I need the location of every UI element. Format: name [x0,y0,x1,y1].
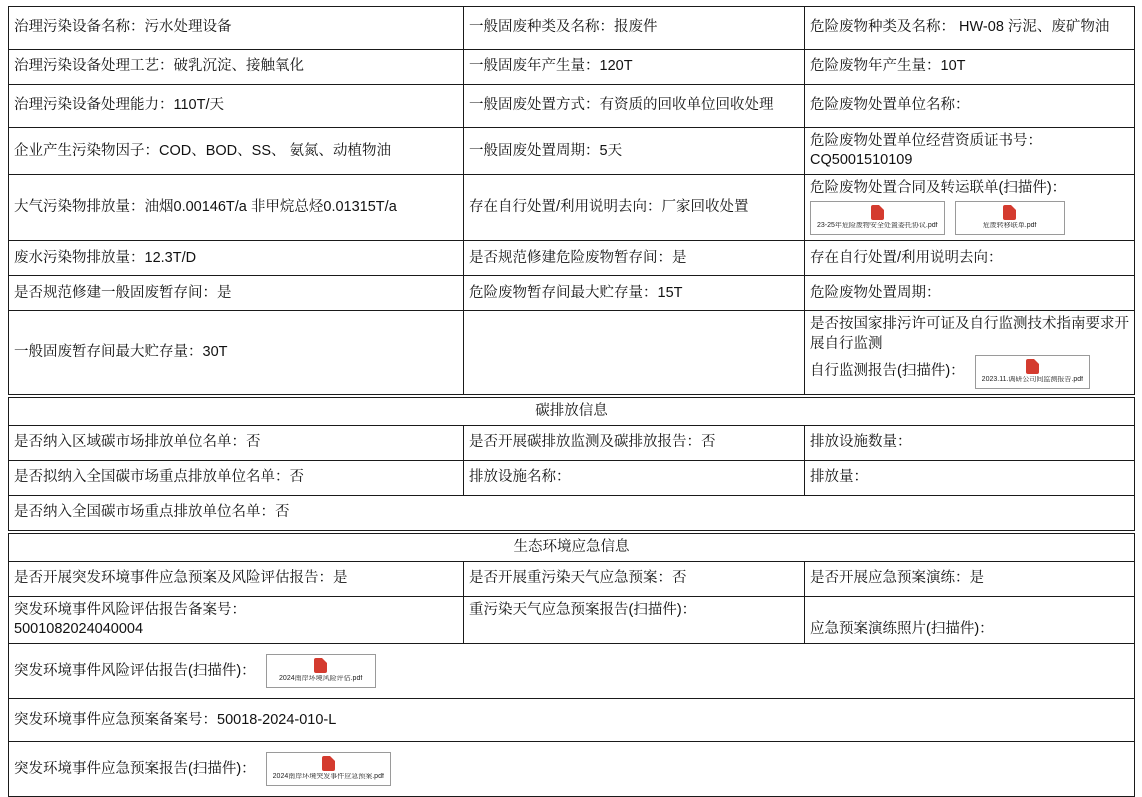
file-name: 2024南岸环境风险评估.pdf [279,675,363,683]
file-name: 2023.11.调研公司间监测报告.pdf [981,375,1084,383]
table-row [9,561,1135,596]
cell-empty [464,311,805,394]
cell-self-disposal-direction-2: 存在自行处置/利用说明去向： [805,241,1135,276]
cell-hazardous-waste-annual: 危险废物年产生量：10T [805,50,1135,85]
table-row [9,742,1135,797]
cell-self-monitoring [805,311,1135,394]
cell-general-waste-cycle: 一般固废处置周期：5天 [464,128,805,175]
cell-treatment-capacity: 治理污染设备处理能力：110T/天 [9,85,464,128]
file-name: 2024南岸环境突发事件应急预案.pdf [272,773,384,781]
table-row [9,495,1135,530]
table-row [9,276,1135,311]
cell-general-waste-type: 一般固废种类及名称：报废件 [464,7,805,50]
cell-national-carbon-market-key: 是否纳入全国碳市场重点排放单位名单：否 [9,495,1135,530]
cell-emergency-plan-record-number: 突发环境事件应急预案备案号：50018-2024-010-L [9,699,1135,742]
table-row [9,460,1135,495]
cell-hazardous-storage-built: 是否规范修建危险废物暂存间：是 [464,241,805,276]
file-name: 23-25年危险废物安全处置委托协议.pdf [817,222,938,230]
risk-report-record-value: 5001082024040004 [14,621,144,638]
cell-treatment-equipment-name: 治理污染设备名称：污水处理设备 [9,7,464,50]
cell-emergency-drill: 是否开展应急预案演练：是 [805,561,1135,596]
carbon-section-title: 碳排放信息 [9,397,1135,425]
cell-hazardous-waste-contract-attachments [805,175,1135,241]
self-monitoring-report-label: 自行监测报告(扫描件)： [810,363,965,380]
cell-risk-report-record-number [9,596,464,643]
file-attachment[interactable] [955,201,1065,235]
cell-drill-photo-attachment: 应急预案演练照片(扫描件)： [805,596,1135,643]
cell-emission-amount: 排放量： [805,460,1135,495]
risk-report-record-label: 突发环境事件风险评估报告备案号： [14,601,246,618]
attachment-list [810,200,1129,236]
cell-hazardous-storage-max: 危险废物暂存间最大贮存量：15T [464,276,805,311]
emergency-plan-report-row [14,751,1129,787]
table-row [9,241,1135,276]
file-attachment[interactable] [266,654,376,688]
cell-regional-carbon-market: 是否纳入区域碳市场排放单位名单：否 [9,425,464,460]
cell-hazardous-waste-license [805,128,1135,175]
table-row [9,311,1135,394]
emergency-table [8,533,1135,797]
table-row [9,596,1135,643]
cell-carbon-monitoring-report: 是否开展碳排放监测及碳排放报告：否 [464,425,805,460]
cell-emission-facility-count: 排放设施数量： [805,425,1135,460]
cell-national-carbon-market-planned: 是否拟纳入全国碳市场重点排放单位名单：否 [9,460,464,495]
pollution-table [8,6,1135,395]
cell-treatment-process: 治理污染设备处理工艺：破乳沉淀、接触氧化 [9,50,464,85]
cell-emission-facility-name: 排放设施名称： [464,460,805,495]
cell-heavy-pollution-report-attachment: 重污染天气应急预案报告(扫描件)： [464,596,805,643]
hazardous-waste-contract-label: 危险废物处置合同及转运联单(扫描件)： [810,180,1067,197]
cell-heavy-pollution-plan: 是否开展重污染天气应急预案：否 [464,561,805,596]
file-attachment[interactable] [266,752,391,786]
hazardous-waste-license-number: CQ5001510109 [810,152,913,169]
self-monitoring-report-row [810,354,1129,390]
cell-self-disposal-direction: 存在自行处置/利用说明去向：厂家回收处置 [464,175,805,241]
pdf-icon [1026,359,1039,374]
section-header-row [9,533,1135,561]
table-row [9,128,1135,175]
file-attachment[interactable] [975,355,1090,389]
pdf-icon [871,205,884,220]
table-row [9,699,1135,742]
cell-hazardous-waste-type: 危险废物种类及名称： HW-08 污泥、废矿物油 [805,7,1135,50]
file-attachment[interactable] [810,201,945,235]
section-header-row [9,397,1135,425]
pdf-icon [322,756,335,771]
cell-air-pollutant-emission: 大气污染物排放量：油烟0.00146T/a 非甲烷总烃0.01315T/a [9,175,464,241]
pdf-icon [1003,205,1016,220]
hazardous-waste-license-label: 危险废物处置单位经营资质证书号： [810,133,1042,149]
cell-general-storage-max: 一般固废暂存间最大贮存量：30T [9,311,464,394]
cell-general-waste-disposal-method: 一般固废处置方式：有资质的回收单位回收处理 [464,85,805,128]
emergency-section-title: 生态环境应急信息 [9,533,1135,561]
carbon-table [8,397,1135,531]
cell-risk-assessment-report-attachment [9,644,1135,699]
table-row [9,175,1135,241]
risk-report-row [14,653,1129,689]
cell-hazardous-waste-disposal-unit: 危险废物处置单位名称： [805,85,1135,128]
cell-hazardous-waste-cycle: 危险废物处置周期： [805,276,1135,311]
table-row [9,425,1135,460]
cell-wastewater-emission: 废水污染物排放量：12.3T/D [9,241,464,276]
table-row [9,7,1135,50]
risk-report-label: 突发环境事件风险评估报告(扫描件)： [14,662,256,679]
emergency-plan-report-label: 突发环境事件应急预案报告(扫描件)： [14,760,256,777]
cell-pollutant-factors: 企业产生污染物因子：COD、BOD、SS、 氨氮、动植物油 [9,128,464,175]
cell-emergency-plan-report-attachment [9,742,1135,797]
cell-emergency-plan-and-risk: 是否开展突发环境事件应急预案及风险评估报告：是 [9,561,464,596]
file-name: 危废转移联单.pdf [982,222,1037,230]
cell-general-waste-annual: 一般固废年产生量：120T [464,50,805,85]
table-row [9,50,1135,85]
cell-general-storage-built: 是否规范修建一般固废暂存间：是 [9,276,464,311]
table-row [9,644,1135,699]
pdf-icon [314,658,327,673]
self-monitoring-label: 是否按国家排污许可证及自行监测技术指南要求开展自行监测 [810,316,1129,352]
table-row [9,85,1135,128]
